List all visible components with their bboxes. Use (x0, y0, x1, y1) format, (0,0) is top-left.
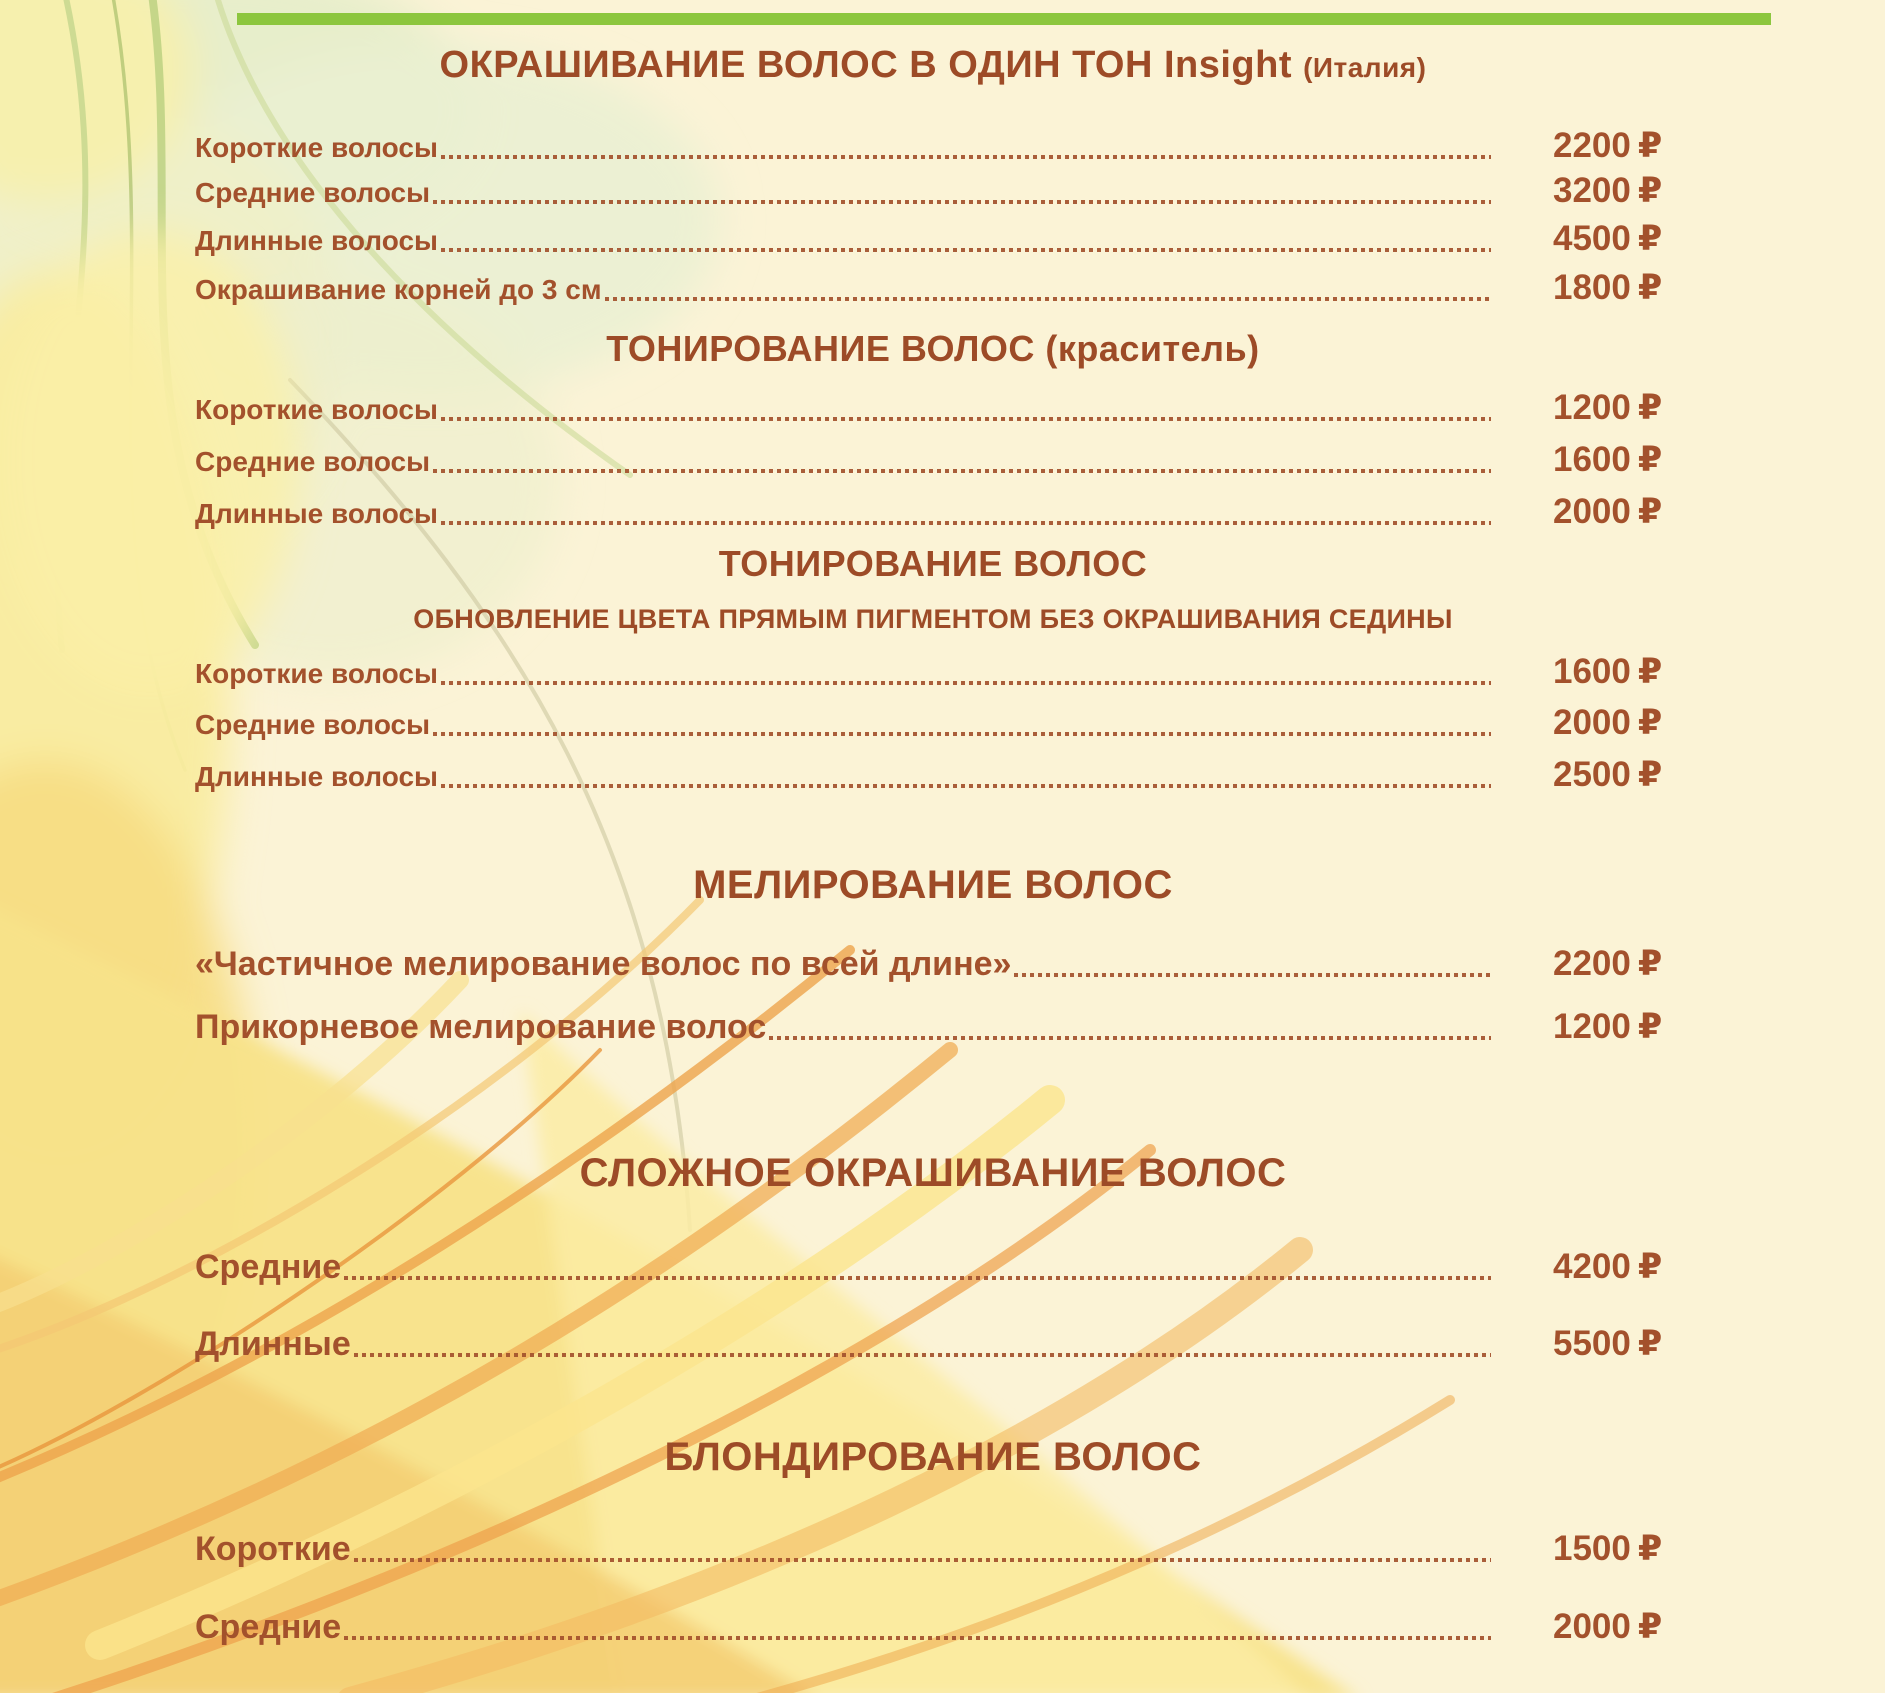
section-title: ТОНИРОВАНИЕ ВОЛОС (718, 543, 1148, 584)
item-price (1493, 1324, 1723, 1364)
price-value: 1200 (1553, 1007, 1631, 1046)
ruble-sign: ₽ (1637, 1007, 1663, 1047)
item-price (1493, 492, 1723, 532)
ruble-sign: ₽ (1637, 1324, 1663, 1364)
dot-leader (433, 200, 1491, 204)
price-value: 4500 (1553, 219, 1631, 258)
ruble-sign: ₽ (1637, 652, 1663, 692)
item-label: Короткие волосы (195, 132, 438, 163)
item-label: Длинные (195, 1325, 351, 1363)
item-price (1493, 703, 1723, 743)
menu-item-row (195, 268, 1723, 311)
menu-item-row (195, 388, 1723, 431)
item-price (1493, 1607, 1723, 1647)
dot-leader (344, 1636, 1491, 1640)
section-title: МЕЛИРОВАНИЕ ВОЛОС (693, 863, 1173, 907)
menu-item-row (195, 1604, 1723, 1650)
ruble-sign: ₽ (1637, 171, 1663, 211)
menu-item-row (195, 652, 1723, 695)
section-title: ТОНИРОВАНИЕ ВОЛОС (краситель) (606, 328, 1260, 369)
price-value: 2000 (1553, 703, 1631, 742)
ruble-sign: ₽ (1637, 1529, 1663, 1569)
menu-item-row (195, 171, 1723, 214)
ruble-sign: ₽ (1637, 219, 1663, 259)
menu-item-row (195, 703, 1723, 746)
dot-leader (433, 732, 1491, 736)
menu-item-row (195, 126, 1723, 169)
item-label: Длинные волосы (195, 761, 438, 792)
item-price (1493, 944, 1723, 984)
menu-item-row (195, 755, 1723, 798)
dot-leader (354, 1353, 1491, 1357)
section-subtitle: ОБНОВЛЕНИЕ ЦВЕТА ПРЯМЫМ ПИГМЕНТОМ БЕЗ ОКРАШИВАНИЯ СЕДИНЫ (413, 604, 1453, 634)
section-title: СЛОЖНОЕ ОКРАШИВАНИЕ ВОЛОС (579, 1151, 1287, 1195)
dot-leader (1014, 973, 1491, 977)
top-accent-bar (237, 13, 1771, 25)
item-label: Средние волосы (195, 446, 431, 477)
menu-item-row (195, 1004, 1723, 1050)
dot-leader (769, 1036, 1491, 1040)
section-title: БЛОНДИРОВАНИЕ ВОЛОС (664, 1435, 1202, 1479)
dot-leader (441, 248, 1491, 252)
item-price (1493, 126, 1723, 166)
menu-item-row (195, 941, 1723, 987)
section-title-text: ОКРАШИВАНИЕ ВОЛОС В ОДИН ТОН Insight (439, 44, 1292, 86)
ruble-sign: ₽ (1637, 440, 1663, 480)
ruble-sign: ₽ (1637, 944, 1663, 984)
item-label: Прикорневое мелирование волос (195, 1008, 767, 1046)
menu-item-row (195, 440, 1723, 483)
item-label: Средние волосы (195, 177, 431, 208)
price-value: 2200 (1553, 944, 1631, 983)
item-price (1493, 219, 1723, 259)
dot-leader (441, 155, 1491, 159)
dot-leader (344, 1276, 1491, 1280)
menu-item-row (195, 1244, 1723, 1290)
dot-leader (441, 521, 1491, 525)
menu-item-row (195, 492, 1723, 535)
menu-item-row (195, 1526, 1723, 1572)
item-price (1493, 755, 1723, 795)
price-value: 4200 (1553, 1247, 1631, 1286)
item-price (1493, 652, 1723, 692)
dot-leader (441, 784, 1491, 788)
dot-leader (433, 469, 1491, 473)
price-value: 1600 (1553, 440, 1631, 479)
price-value: 1800 (1553, 268, 1631, 307)
item-price (1493, 388, 1723, 428)
item-label: Длинные волосы (195, 225, 438, 256)
ruble-sign: ₽ (1637, 1247, 1663, 1287)
section-title-note: (Италия) (1303, 52, 1427, 83)
price-value: 1500 (1553, 1529, 1631, 1568)
ruble-sign: ₽ (1637, 755, 1663, 795)
item-price (1493, 1529, 1723, 1569)
item-label: Средние (195, 1248, 342, 1286)
item-label: Короткие (195, 1530, 351, 1568)
item-label: «Частичное мелирование волос по всей длине» (195, 945, 1012, 983)
ruble-sign: ₽ (1637, 126, 1663, 166)
item-label: Короткие волосы (195, 658, 438, 689)
item-label: Средние (195, 1608, 342, 1646)
ruble-sign: ₽ (1637, 268, 1663, 308)
dot-leader (354, 1558, 1491, 1562)
ruble-sign: ₽ (1637, 492, 1663, 532)
dot-leader (441, 681, 1491, 685)
price-value: 5500 (1553, 1324, 1631, 1363)
price-value: 2200 (1553, 126, 1631, 165)
price-value: 2500 (1553, 755, 1631, 794)
dot-leader (441, 417, 1491, 421)
price-value: 2000 (1553, 1607, 1631, 1646)
item-price (1493, 1007, 1723, 1047)
item-label: Окрашивание корней до 3 см (195, 274, 602, 305)
item-label: Короткие волосы (195, 394, 438, 425)
ruble-sign: ₽ (1637, 388, 1663, 428)
menu-item-row (195, 1321, 1723, 1367)
section-title (168, 44, 1698, 88)
item-price (1493, 1247, 1723, 1287)
dot-leader (605, 297, 1491, 301)
item-label: Средние волосы (195, 709, 431, 740)
item-price (1493, 268, 1723, 308)
ruble-sign: ₽ (1637, 1607, 1663, 1647)
ruble-sign: ₽ (1637, 703, 1663, 743)
price-value: 3200 (1553, 171, 1631, 210)
item-label: Длинные волосы (195, 498, 438, 529)
price-value: 1200 (1553, 388, 1631, 427)
price-value: 2000 (1553, 492, 1631, 531)
menu-item-row (195, 219, 1723, 262)
price-value: 1600 (1553, 652, 1631, 691)
item-price (1493, 171, 1723, 211)
item-price (1493, 440, 1723, 480)
